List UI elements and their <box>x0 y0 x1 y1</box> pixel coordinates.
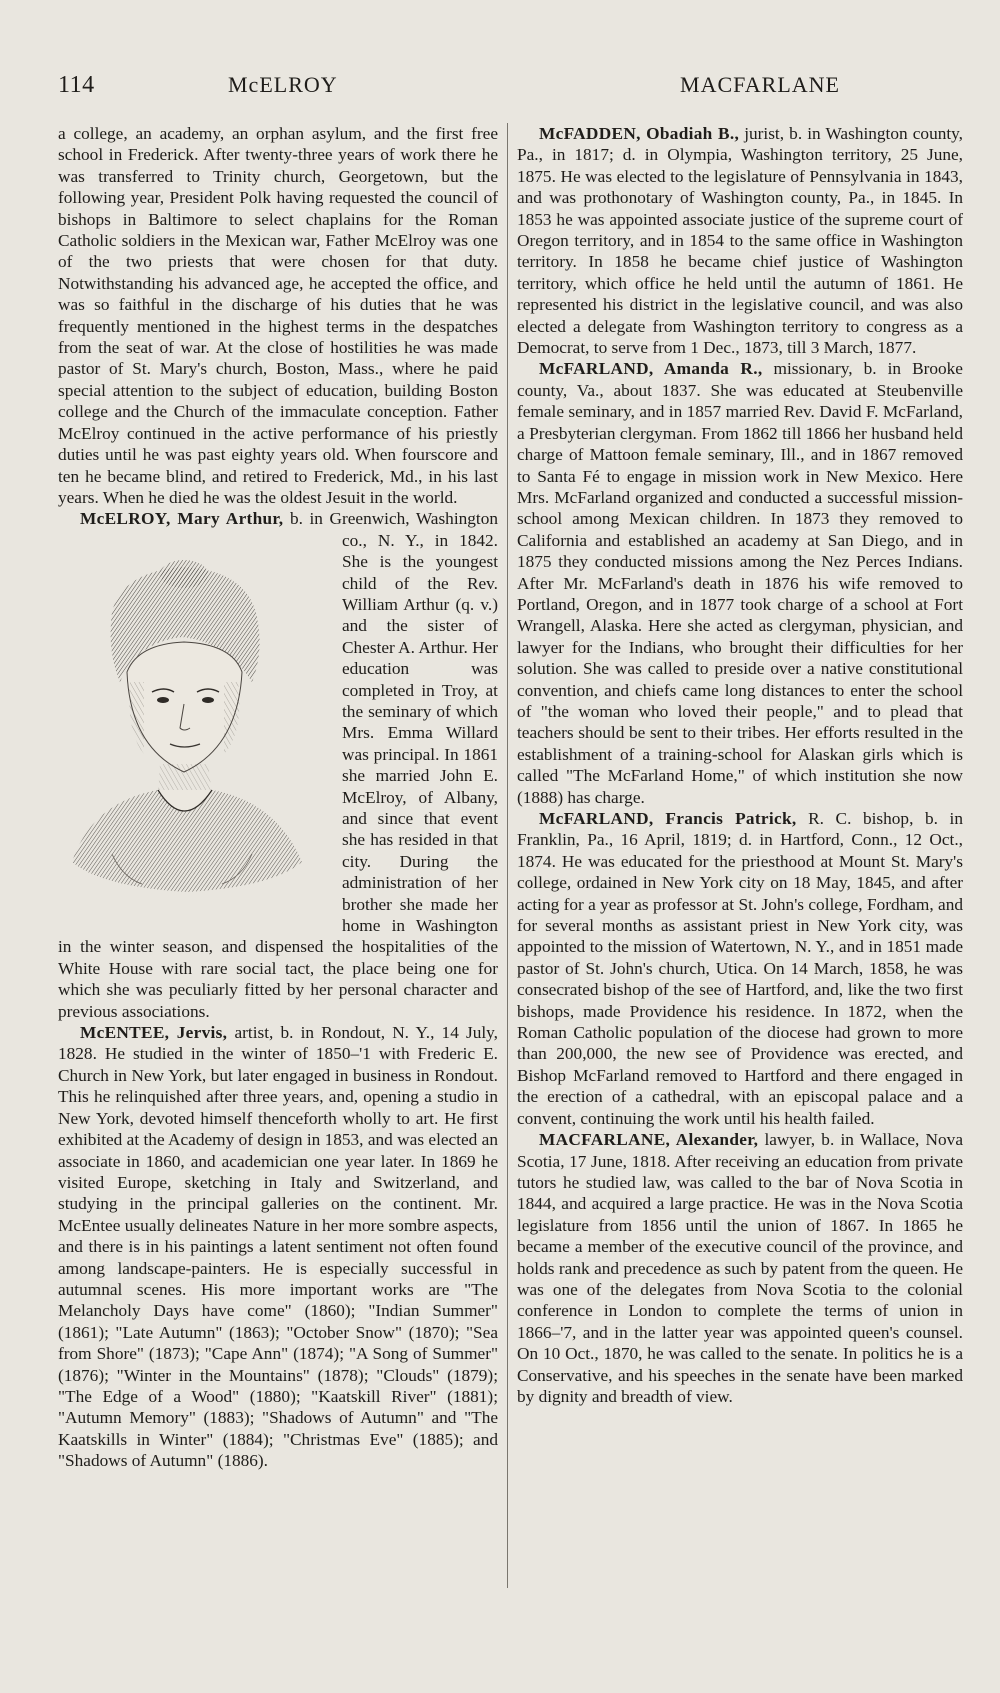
left-running-head: McELROY <box>228 72 338 97</box>
entry-mcelroy-mary-arthur <box>58 508 498 1022</box>
entry-heading: McFARLAND, Amanda R., <box>539 359 763 379</box>
page-number: 114 <box>58 72 95 98</box>
left-column <box>58 123 498 1472</box>
portrait-illustration <box>52 532 334 930</box>
entry-body: R. C. bishop, b. in Franklin, Pa., 16 April, 1819; d. in Hartford, Conn., 12 Oct., 1874. He was educated for the priesthood at Mount St. Mary's college, ordained in New York city on 18 May, 1845, and after acting for a year as professor at St. John's college, Fordham, and for several months as assistant priest in New York city, was appointed to the mission of Watertown, N. Y., and in 1851 made pastor of St. John's church, Utica. On 14 March, 1858, he was consecrated bishop of the see of Hartford, and, like the two first bishops, made Providence his residence. In 1872, when the Roman Catholic population of the diocese had grown to more than 200,000, the new see of Providence was erected, and Bishop McFarland removed to Hartford and there engaged in the erection of a cathedral, with an episcopal palace and a convent, continuing the work until his health failed. <box>517 809 963 1128</box>
entry-body: b. in Greenwich, Washington co., N. Y., in 1842. She is the youngest child of the Rev. William Arthur (q. v.) and the sister of Chester A. Arthur. Her education was completed in Troy, at the seminary of which Mrs. Emma Willard was principal. In 1861 she married John E. McElroy, of Albany, and since that event she has resided in that city. During the administration of her brother she made her home in Washington in the winter season, and dispensed the hospitalities of the White House with rare social tact, the place being one for which she was peculiarly fitted by her personal character and previous associations. <box>58 509 498 1021</box>
portrait-engraving <box>52 532 334 930</box>
entry-body: jurist, b. in Washington county, Pa., in 1817; d. in Olympia, Washington territory, 25 June, 1875. He was elected to the legislature of Pennsylvania in 1843, and was prothonotary of Washington county, Pa., in 1845. In 1853 he was appointed associate justice of the supreme court of Oregon territory, and in 1854 to the same office in Washington territory. In 1858 he became chief justice of Washington territory, which office he held until the autumn of 1861. He represented his district in the legislative council, and was also elected a delegate from Washington territory to congress as a Democrat, to serve from 1 Dec., 1873, till 3 March, 1877. <box>517 124 963 358</box>
entry-heading: McENTEE, Jervis, <box>80 1023 228 1043</box>
entry-body: artist, b. in Rondout, N. Y., 14 July, 1828. He studied in the winter of 1850–'1 with Frederic E. Church in New York, but later engaged in business in Rondout. This he relinquished after three years, and, opening a studio in New York, devoted himself thenceforth wholly to art. He first exhibited at the Academy of design in 1853, and was elected an associate in 1860, and academician one year later. In 1869 he visited Europe, sketching in Italy and Switzerland, and studying in the principal galleries on the continent. Mr. McEntee usually delineates Nature in her more sombre aspects, and there is in his paintings a latent sentiment not often found among landscape-painters. He is especially successful in autumnal scenes. His more important works are "The Melancholy Days have come" (1860); "Indian Summer" (1861); "Late Autumn" (1863); "October Snow" (1870); "Sea from Shore" (1873); "Cape Ann" (1874); "A Song of Summer" (1876); "Winter in the Mountains" (1878); "Clouds" (1879); "The Edge of a Wood" (1880); "Kaatskill River" (1881); "Autumn Memory" (1883); "Shadows of Autumn" and "The Kaatskills in Winter" (1884); "Christmas Eve" (1885); and "Shadows of Autumn" (1886). <box>58 1023 498 1471</box>
entry-mcfarland-amanda <box>517 358 963 808</box>
entry-mcelroy-continuation: a college, an academy, an orphan asylum, and the first free school in Frederick. After twenty-three years of work there he was transferred to Trinity church, Georgetown, but the following year, President Polk having requested the council of bishops in Baltimore to select chaplains for the Roman Catholic soldiers in the Mexican war, Father McElroy was one of the two priests that were chosen for that duty. Notwithstanding his advanced age, he accepted the office, and was so faithful in the discharge of his duties that he was frequently mentioned in the highest terms in the despatches from the seat of war. At the close of hostilities he was made pastor of St. Mary's church, Boston, Mass., where he paid special attention to the subject of education, building Boston college and the Church of the immaculate conception. Father McElroy continued in the active performance of his priestly duties until he was past eighty years old. When fourscore and ten he became blind, and retired to Frederick, Md., in his last years. When he died he was the oldest Jesuit in the world. <box>58 124 498 507</box>
entry-heading: McFARLAND, Francis Patrick, <box>539 809 797 828</box>
right-running-head: MACFARLANE <box>680 72 840 97</box>
entry-body: lawyer, b. in Wallace, Nova Scotia, 17 June, 1818. After receiving an education from private tutors he studied law, was called to the bar of Nova Scotia in 1844, and acquired a large practice. He was in the Nova Scotia legislature from 1856 until the union of 1867. In 1865 he became a member of the executive council of the province, and holds rank and precedence as such by patent from the queen. He was one of the delegates from Nova Scotia to the colonial conference in London to complete the terms of union in 1866–'7, and in the latter year was appointed queen's counsel. On 10 Oct., 1870, he was called to the senate. In politics he is a Conservative, and his speeches in the senate have been marked by dignity and breadth of view. <box>517 1130 963 1406</box>
running-header <box>58 72 840 102</box>
entry-body: missionary, b. in Brooke county, Va., about 1837. She was educated at Steubenville female seminary, and in 1857 married Rev. David F. McFarland, a Presbyterian clergyman. From 1862 till 1866 her husband held charge of Mattoon female seminary, Ill., and in 1867 removed to Santa Fé to engage in mission work in New Mexico. Here Mrs. McFarland organized and conducted a successful mission-school among Mexican children. In 1873 they removed to California and established an academy at San Diego, and in 1875 they conducted missions among the Nez Perces Indians. After Mr. McFarland's death in 1876 his wife removed to Portland, Oregon, and in 1877 took charge of a school at Fort Wrangell, Alaska. Here she acted as clergyman, physician, and lawyer for the Indians, who brought their difficulties for her solution. She was called to preside over a native constitutional convention, and chiefs came long distances to enter the school of "the woman who loved their people," and to plead that teachers should be sent to their tribes. Her efforts resulted in the establishment of a training-school for Alaskan girls which is called "The McFarland Home," of which institution she now (1888) has charge. <box>517 359 963 807</box>
entry-heading: McFADDEN, Obadiah B., <box>539 124 740 143</box>
entry-macfarlane-alexander <box>517 1129 963 1407</box>
entry-heading: McELROY, Mary Arthur, <box>80 509 284 529</box>
column-divider <box>507 123 508 1588</box>
entry-heading: MACFARLANE, Alexander, <box>539 1130 759 1150</box>
entry-mcfadden-obadiah <box>517 123 963 358</box>
entry-mcfarland-francis <box>517 808 963 1129</box>
right-column <box>517 123 963 1407</box>
entry-mcentee-jervis <box>58 1022 498 1472</box>
